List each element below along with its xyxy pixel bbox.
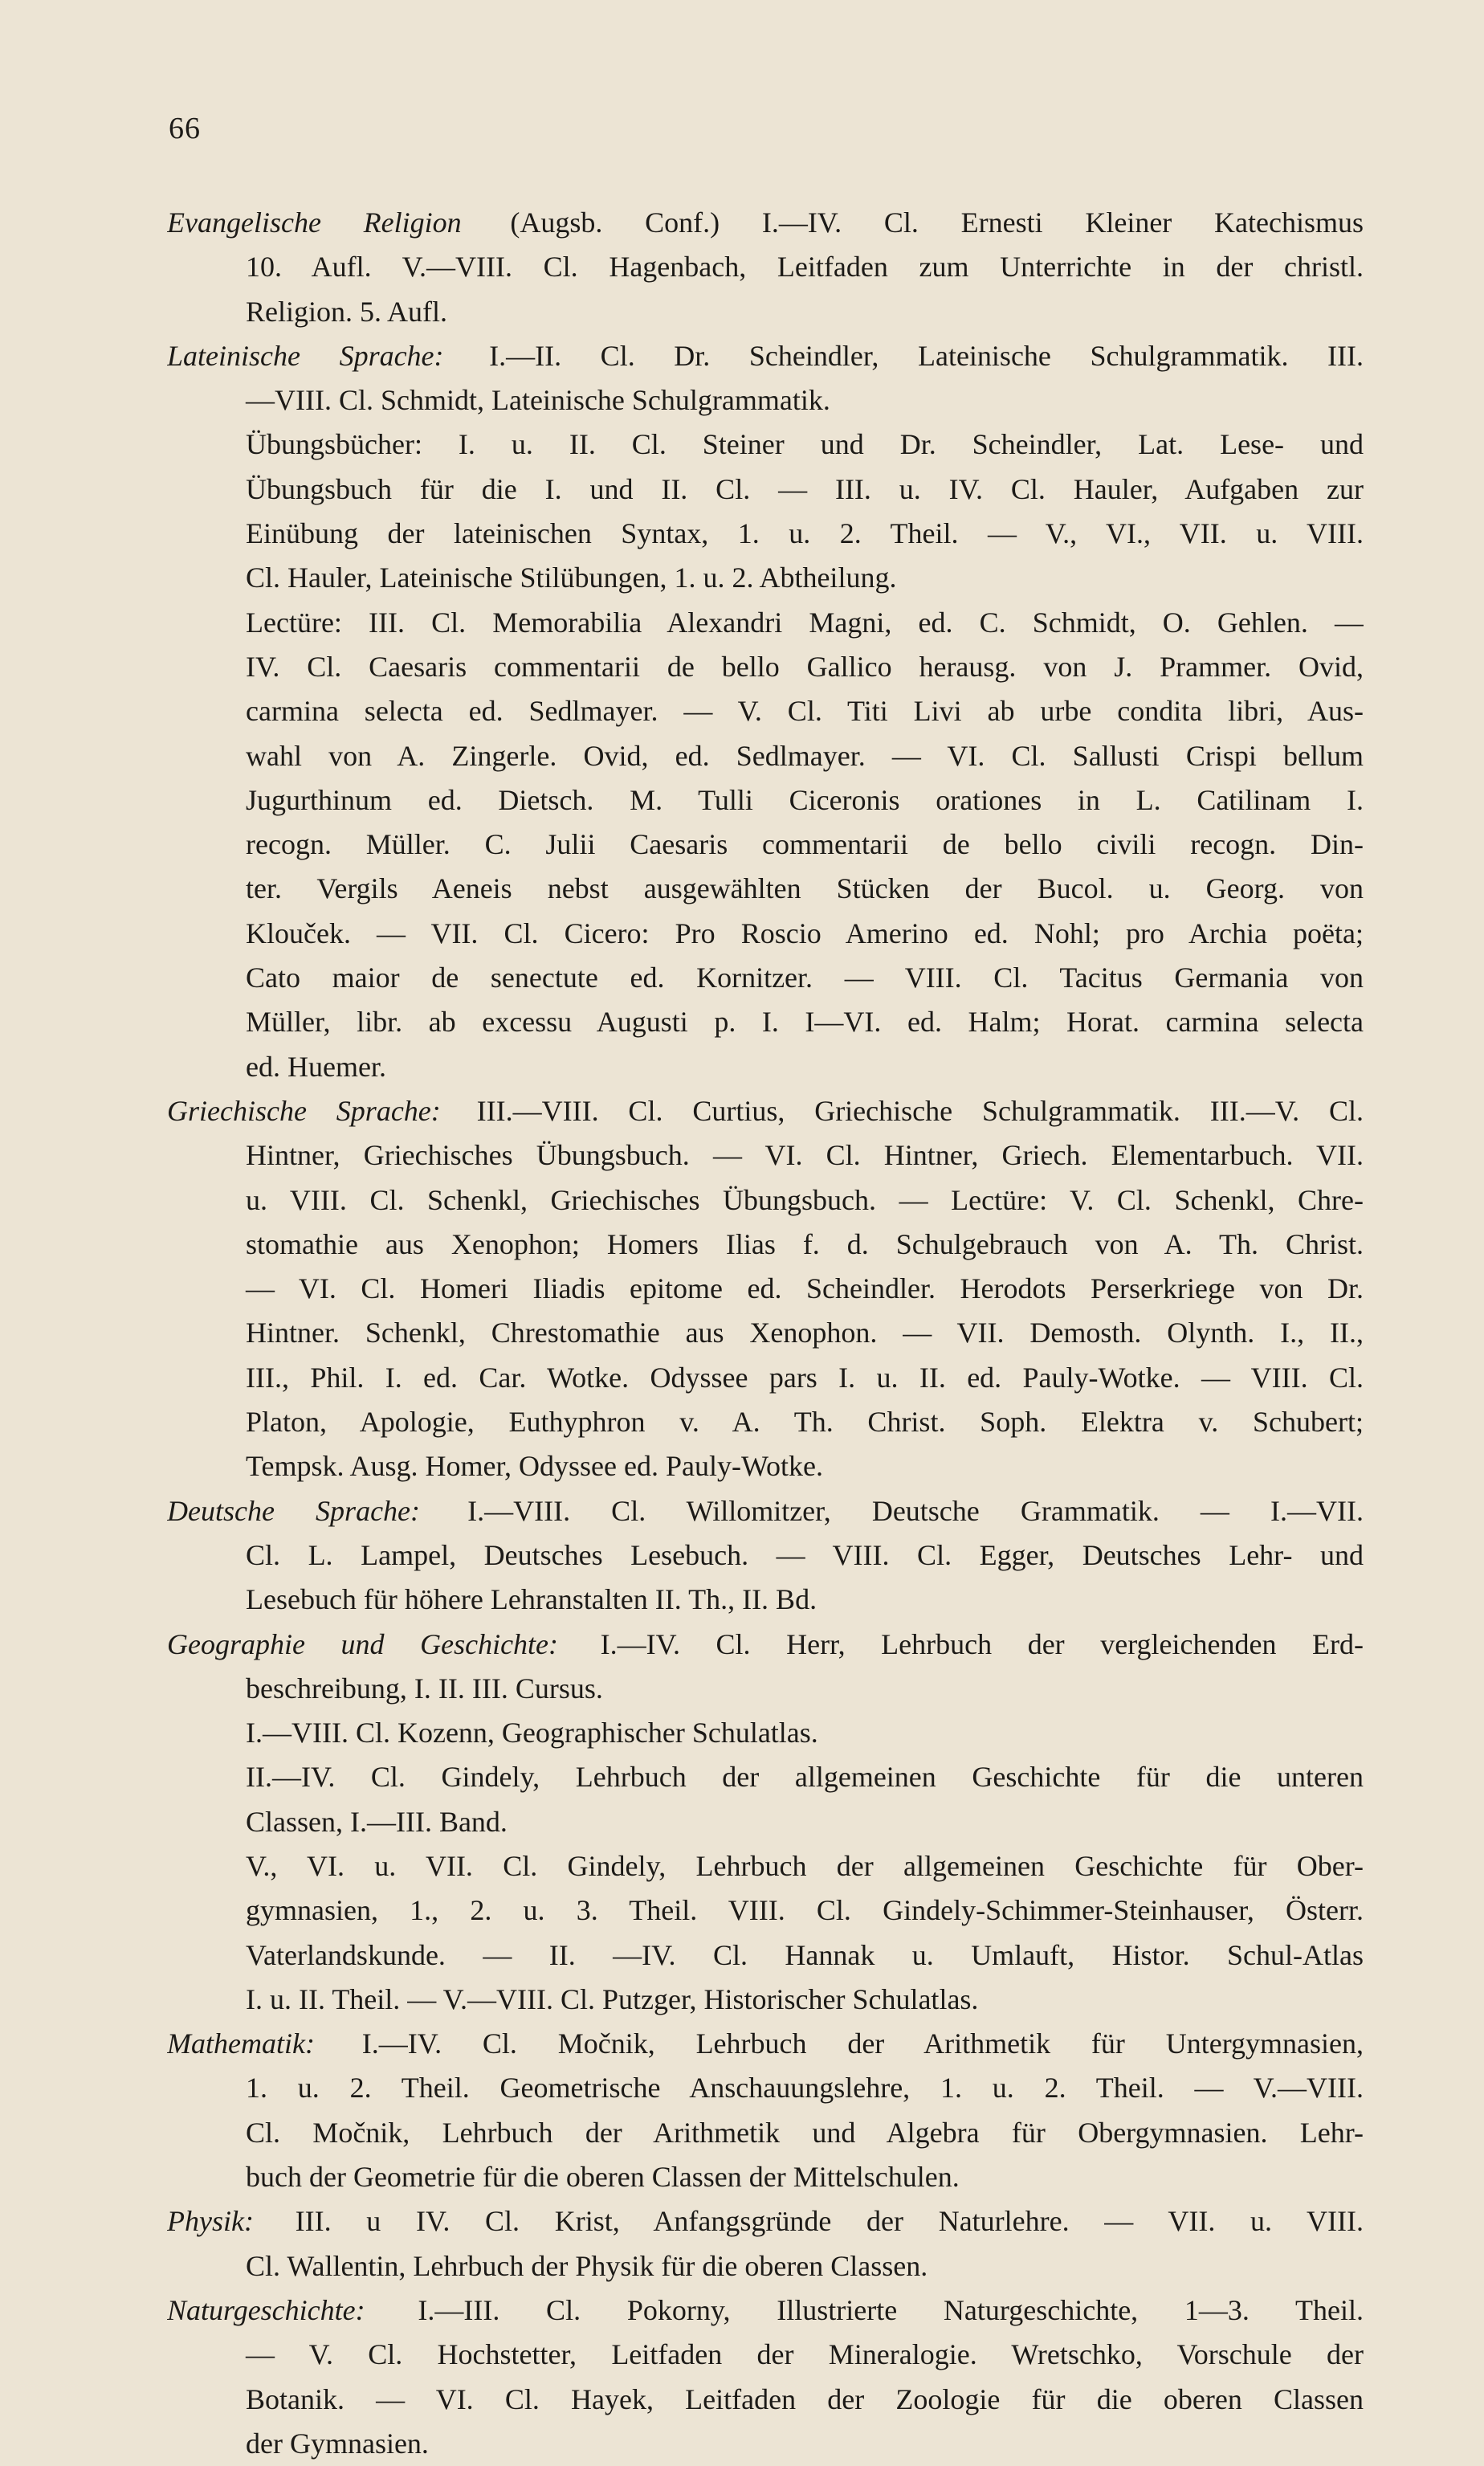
section-line: Lesebuch für höhere Lehranstalten II. Th., II. Bd. [246, 1583, 817, 1616]
section-line: Lectüre: III. Cl. Memorabilia Alexandri Magni, ed. C. Schmidt, O. Gehlen. — [246, 606, 1364, 639]
section-line: Naturgeschichte: I.—III. Cl. Pokorny, Illustrierte Naturgeschichte, 1—3. Theil. [167, 2293, 1364, 2326]
subject-heading: Lateinische Sprache: [167, 339, 444, 372]
section-line: Müller, libr. ab excessu Augusti p. I. I—VI. ed. Halm; Horat. carmina selecta [246, 1006, 1364, 1039]
section-line: Deutsche Sprache: I.—VIII. Cl. Willomitzer, Deutsche Grammatik. — I.—VII. [167, 1494, 1364, 1527]
section-line: Lateinische Sprache: I.—II. Cl. Dr. Scheindler, Lateinische Schulgrammatik. III. [167, 339, 1364, 372]
section-line: Tempsk. Ausg. Homer, Odyssee ed. Pauly-Wotke. [246, 1450, 824, 1483]
section-line: Einübung der lateinischen Syntax, 1. u. 2. Theil. — V., VI., VII. u. VIII. [246, 517, 1364, 550]
section-geographie-und-geschichte [167, 1623, 1364, 2023]
section-line: gymnasien, 1., 2. u. 3. Theil. VIII. Cl. Gindely-Schimmer-Steinhauser, Österr. [246, 1894, 1364, 1927]
section-line: Classen, I.—III. Band. [246, 1805, 508, 1838]
section-line: III., Phil. I. ed. Car. Wotke. Odyssee pars I. u. II. ed. Pauly-Wotke. — VIII. Cl. [246, 1361, 1364, 1394]
section-line: der Gymnasien. [246, 2427, 429, 2460]
subject-heading: Naturgeschichte: [167, 2293, 365, 2326]
section-line: Platon, Apologie, Euthyphron v. A. Th. Christ. Soph. Elektra v. Schubert; [246, 1406, 1364, 1439]
subject-heading: Geographie und Geschichte: [167, 1627, 559, 1660]
section-line: Übungsbuch für die I. und II. Cl. — III. u. IV. Cl. Hauler, Aufgaben zur [246, 472, 1364, 505]
section-line: Cl. Wallentin, Lehrbuch der Physik für die oberen Classen. [246, 2249, 928, 2282]
section-line: Klouček. — VII. Cl. Cicero: Pro Roscio Amerino ed. Nohl; pro Archia poëta; [246, 917, 1364, 949]
section-line: Griechische Sprache: III.—VIII. Cl. Curtius, Griechische Schulgrammatik. III.—V. Cl. [167, 1094, 1364, 1127]
subject-heading: Mathematik: [167, 2027, 315, 2060]
section-line: — V. Cl. Hochstetter, Leitfaden der Mineralogie. Wretschko, Vorschule der [246, 2338, 1364, 2371]
section-griechische-sprache [167, 1089, 1364, 1489]
page-number: 66 [169, 112, 201, 145]
subject-heading: Evangelische Religion [167, 206, 462, 239]
section-line: u. VIII. Cl. Schenkl, Griechisches Übungsbuch. — Lectüre: V. Cl. Schenkl, Chre- [246, 1183, 1364, 1216]
section-line: Physik: III. u IV. Cl. Krist, Anfangsgründe der Naturlehre. — VII. u. VIII. [167, 2205, 1364, 2238]
section-deutsche-sprache [167, 1489, 1364, 1623]
section-line: Religion. 5. Aufl. [246, 295, 447, 328]
section-line: wahl von A. Zingerle. Ovid, ed. Sedlmayer. — VI. Cl. Sallusti Crispi bellum [246, 739, 1364, 772]
section-evangelische-religion [167, 201, 1364, 334]
section-line: buch der Geometrie für die oberen Classen der Mittelschulen. [246, 2161, 960, 2194]
section-line: I.—VIII. Cl. Kozenn, Geographischer Schulatlas. [246, 1717, 818, 1749]
section-line: Cl. Močnik, Lehrbuch der Arithmetik und Algebra für Obergymnasien. Lehr- [246, 2116, 1364, 2149]
section-line: beschreibung, I. II. III. Cursus. [246, 1672, 603, 1705]
section-line: ter. Vergils Aeneis nebst ausgewählten Stücken der Bucol. u. Georg. von [246, 872, 1364, 905]
section-lateinische-sprache [167, 334, 1364, 1089]
section-line: Mathematik: I.—IV. Cl. Močnik, Lehrbuch der Arithmetik für Untergymnasien, [167, 2027, 1364, 2060]
section-line: Cl. L. Lampel, Deutsches Lesebuch. — VIII. Cl. Egger, Deutsches Lehr- und [246, 1538, 1364, 1571]
section-line: recogn. Müller. C. Julii Caesaris commentarii de bello civili recogn. Din- [246, 828, 1364, 861]
section-line: stomathie aus Xenophon; Homers Ilias f. d. Schulgebrauch von A. Th. Christ. [246, 1227, 1364, 1260]
section-line: 1. u. 2. Theil. Geometrische Anschauungslehre, 1. u. 2. Theil. — V.—VIII. [246, 2072, 1364, 2105]
section-line: Geographie und Geschichte: I.—IV. Cl. Herr, Lehrbuch der vergleichenden Erd- [167, 1627, 1364, 1660]
section-naturgeschichte [167, 2288, 1364, 2466]
subject-heading: Deutsche Sprache: [167, 1494, 421, 1527]
section-line: Hintner. Schenkl, Chrestomathie aus Xenophon. — VII. Demosth. Olynth. I., II., [246, 1317, 1364, 1349]
section-line: Übungsbücher: I. u. II. Cl. Steiner und Dr. Scheindler, Lat. Lese- und [246, 428, 1364, 461]
section-line: —VIII. Cl. Schmidt, Lateinische Schulgrammatik. [246, 384, 830, 417]
section-physik [167, 2199, 1364, 2288]
section-line: Evangelische Religion (Augsb. Conf.) I.—IV. Cl. Ernesti Kleiner Katechismus [167, 206, 1364, 239]
section-line: V., VI. u. VII. Cl. Gindely, Lehrbuch der allgemeinen Geschichte für Ober- [246, 1849, 1364, 1882]
section-mathematik [167, 2022, 1364, 2199]
section-line: — VI. Cl. Homeri Iliadis epitome ed. Scheindler. Herodots Perserkriege von Dr. [246, 1272, 1364, 1305]
subject-heading: Griechische Sprache: [167, 1094, 441, 1127]
section-line: Jugurthinum ed. Dietsch. M. Tulli Ciceronis orationes in L. Catilinam I. [246, 783, 1364, 816]
section-line: 10. Aufl. V.—VIII. Cl. Hagenbach, Leitfaden zum Unterrichte in der christl. [246, 251, 1364, 284]
section-line: I. u. II. Theil. — V.—VIII. Cl. Putzger, Historischer Schulatlas. [246, 1982, 979, 2015]
subject-heading: Physik: [167, 2205, 254, 2238]
section-line: Botanik. — VI. Cl. Hayek, Leitfaden der Zoologie für die oberen Classen [246, 2382, 1364, 2415]
book-list [167, 201, 1364, 2466]
section-line: Hintner, Griechisches Übungsbuch. — VI. Cl. Hintner, Griech. Elementarbuch. VII. [246, 1139, 1364, 1172]
section-line: IV. Cl. Caesaris commentarii de bello Gallico herausg. von J. Prammer. Ovid, [246, 650, 1364, 683]
section-line: Cato maior de senectute ed. Kornitzer. — VIII. Cl. Tacitus Germania von [246, 961, 1364, 994]
section-line: Cl. Hauler, Lateinische Stilübungen, 1. u. 2. Abtheilung. [246, 561, 897, 594]
section-line: ed. Huemer. [246, 1050, 386, 1083]
section-line: Vaterlandskunde. — II. —IV. Cl. Hannak u. Umlauft, Histor. Schul-Atlas [246, 1938, 1364, 1971]
section-line: carmina selecta ed. Sedlmayer. — V. Cl. Titi Livi ab urbe condita libri, Aus- [246, 695, 1364, 728]
section-line: II.—IV. Cl. Gindely, Lehrbuch der allgemeinen Geschichte für die unteren [246, 1761, 1364, 1794]
